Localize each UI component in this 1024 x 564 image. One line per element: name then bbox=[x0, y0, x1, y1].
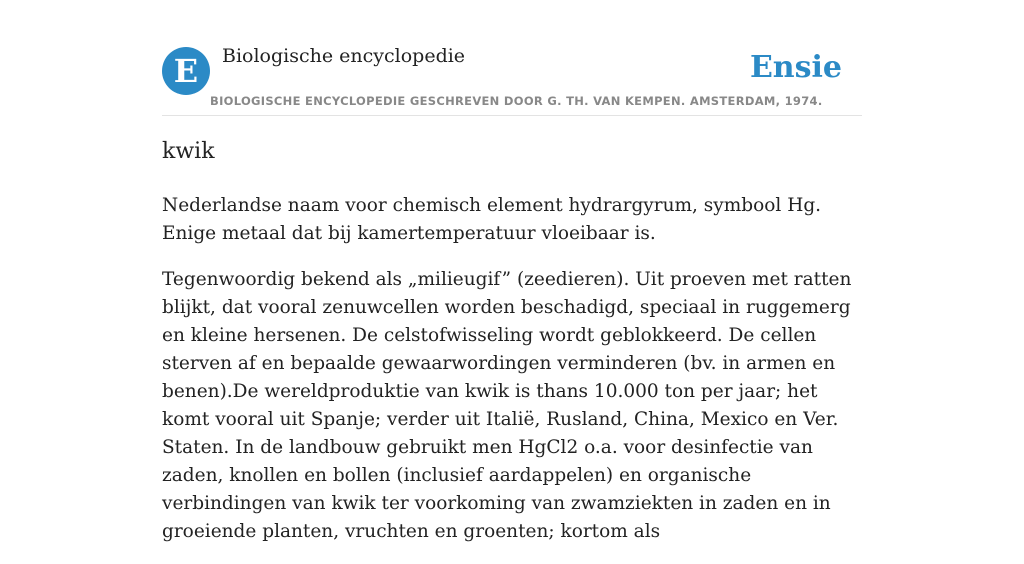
book-title[interactable]: Biologische encyclopedie bbox=[222, 45, 466, 67]
book-subtitle: BIOLOGISCHE ENCYCLOPEDIE GESCHREVEN DOOR G. TH. VAN KEMPEN. AMSTERDAM, 1974. bbox=[210, 94, 823, 108]
ensie-brand-link[interactable]: Ensie bbox=[749, 50, 842, 85]
header bbox=[162, 0, 862, 116]
page bbox=[162, 0, 862, 542]
encyclopedia-logo[interactable]: E bbox=[162, 47, 210, 95]
article-body bbox=[162, 192, 862, 564]
article-paragraph: Tegenwoordig bekend als „milieugif” (zeedieren). Uit proeven met ratten blijkt, dat vooral zenuwcellen worden beschadigd, speciaal in ruggemerg en kleine hersenen. De celstofwisseling wordt geblokkeerd. De cellen sterven af en bepaalde gewaarwordingen verminderen (bv. in armen en benen).De wereldproduktie van kwik is thans 10.000 ton per jaar; het komt vooral uit Spanje; verder uit Italië, Rusland, China, Mexico en Ver. Staten. In de landbouw gebruikt men HgCl2 o.a. voor desinfectie van zaden, knollen en bollen (inclusief aardappelen) en organische verbindingen van kwik ter voorkoming van zwamziekten in zaden en in groeiende planten, vruchten en groenten; kortom als bbox=[162, 269, 852, 542]
article-paragraph: Nederlandse naam voor chemisch element hydrargyrum, symbool Hg. Enige metaal dat bij kamertemperatuur vloeibaar is. bbox=[162, 195, 822, 244]
page-title: kwik bbox=[162, 139, 215, 164]
